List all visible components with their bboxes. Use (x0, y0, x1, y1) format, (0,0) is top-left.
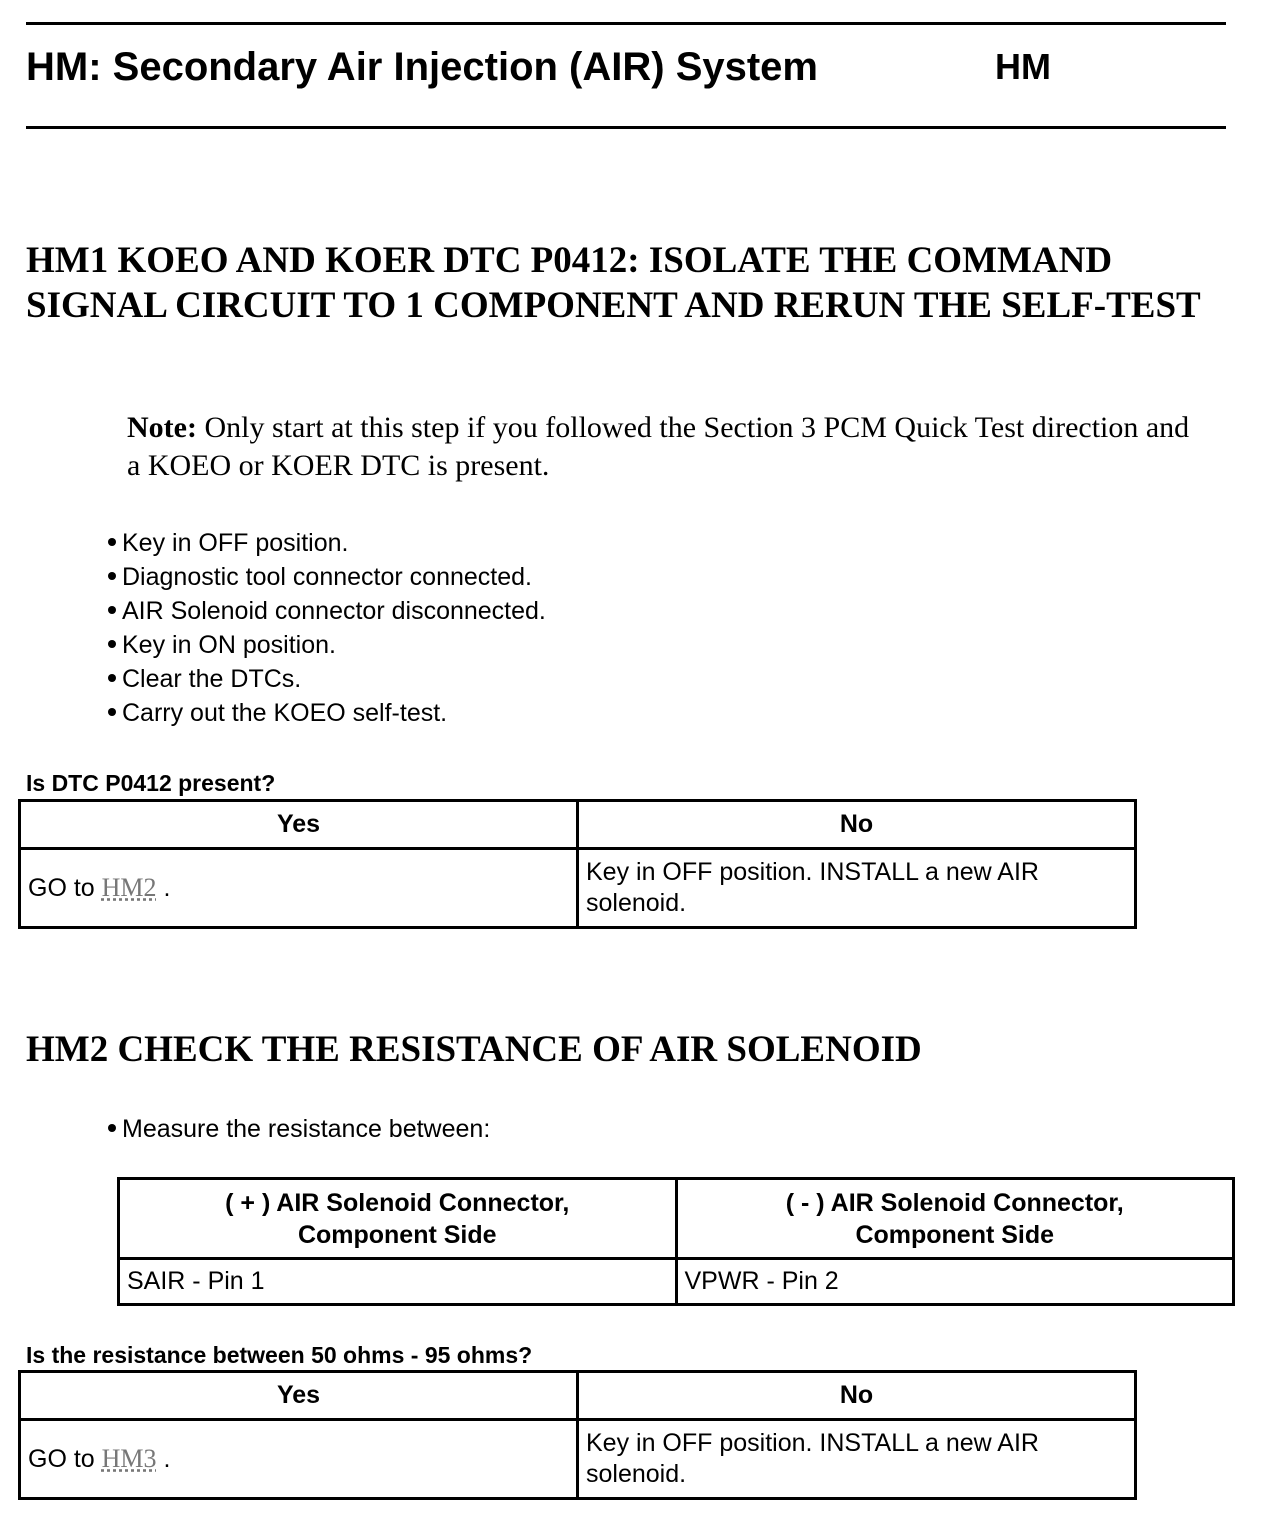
hm2-question: Is the resistance between 50 ohms - 95 ohms? (26, 1342, 533, 1368)
list-item: Carry out the KOEO self-test. (108, 696, 546, 730)
yes-cell: GO to HM2 . (20, 849, 578, 928)
bullet-icon (108, 640, 116, 648)
bullet-icon (108, 606, 116, 614)
yes-header: Yes (20, 801, 578, 849)
no-cell: Key in OFF position. INSTALL a new AIR solenoid. (578, 849, 1136, 928)
hm2-decision-table (18, 1370, 1137, 1500)
note-block (127, 409, 1207, 485)
bullet-icon (108, 538, 116, 546)
hm2-bullet-list (108, 1112, 490, 1146)
hm1-bullet-list (108, 526, 546, 730)
no-header: No (578, 801, 1136, 849)
hm1-decision-table (18, 799, 1137, 929)
section-code: HM (995, 46, 1051, 87)
bullet-icon (108, 674, 116, 682)
bullet-icon (108, 1124, 116, 1132)
list-item: Clear the DTCs. (108, 662, 546, 696)
list-item: Key in OFF position. (108, 526, 546, 560)
measurement-table (117, 1177, 1235, 1306)
document-title: HM: Secondary Air Injection (AIR) System (26, 45, 818, 89)
yes-header: Yes (20, 1372, 578, 1420)
note-label: Note: (127, 411, 197, 444)
no-header: No (578, 1372, 1136, 1420)
yes-cell: GO to HM3 . (20, 1420, 578, 1499)
list-item: Key in ON position. (108, 628, 546, 662)
bullet-icon (108, 572, 116, 580)
negative-connector-header: ( - ) AIR Solenoid Connector, Component Side (676, 1179, 1234, 1259)
step-heading-hm1: HM1 KOEO AND KOER DTC P0412: ISOLATE THE COMMAND SIGNAL CIRCUIT TO 1 COMPONENT AND RERUN THE SELF-TEST (26, 240, 1201, 326)
negative-pin-value: VPWR - Pin 2 (676, 1259, 1234, 1305)
positive-pin-value: SAIR - Pin 1 (119, 1259, 677, 1305)
step-heading-hm2: HM2 CHECK THE RESISTANCE OF AIR SOLENOID (26, 1029, 922, 1070)
list-item: Measure the resistance between: (108, 1112, 490, 1146)
hm3-link[interactable]: HM3 (101, 1444, 157, 1473)
top-rule (26, 22, 1226, 25)
no-cell: Key in OFF position. INSTALL a new AIR solenoid. (578, 1420, 1136, 1499)
hm1-question: Is DTC P0412 present? (26, 770, 276, 796)
positive-connector-header: ( + ) AIR Solenoid Connector, Component Side (119, 1179, 677, 1259)
list-item: Diagnostic tool connector connected. (108, 560, 546, 594)
hm2-link[interactable]: HM2 (101, 873, 157, 902)
bullet-icon (108, 708, 116, 716)
header-bottom-rule (26, 126, 1226, 129)
note-text: Only start at this step if you followed the Section 3 PCM Quick Test direction and a KOEO or KOER DTC is present. (127, 411, 1190, 482)
list-item: AIR Solenoid connector disconnected. (108, 594, 546, 628)
